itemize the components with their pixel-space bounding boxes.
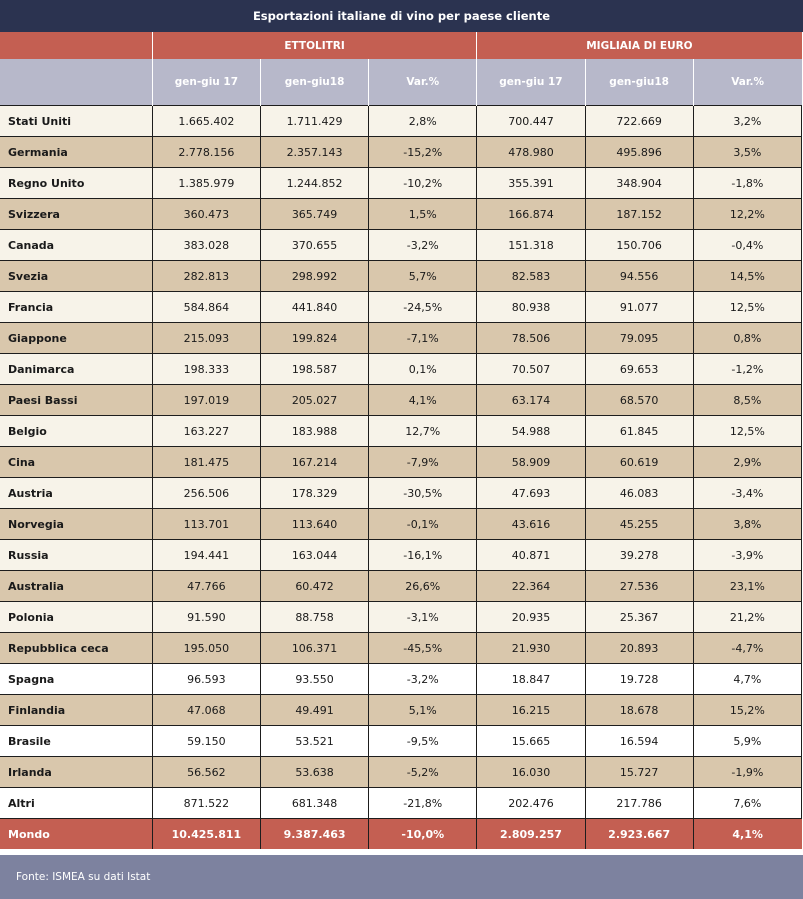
table-row: [0, 478, 802, 509]
value-cell: -1,2%: [693, 354, 801, 385]
value-cell: 20.893: [585, 633, 693, 664]
value-cell: -7,1%: [369, 323, 477, 354]
table-row: [0, 106, 802, 137]
value-cell: -3,9%: [693, 540, 801, 571]
value-cell: -30,5%: [369, 478, 477, 509]
value-cell: 8,5%: [693, 385, 801, 416]
table-row: [0, 137, 802, 168]
value-cell: 70.507: [477, 354, 585, 385]
value-cell: 365.749: [260, 199, 368, 230]
total-cell: 9.387.463: [260, 819, 368, 850]
value-cell: 60.472: [260, 571, 368, 602]
value-cell: 198.333: [152, 354, 260, 385]
table-row: [0, 416, 802, 447]
value-cell: 15,2%: [693, 695, 801, 726]
table-row: [0, 261, 802, 292]
value-cell: -7,9%: [369, 447, 477, 478]
table-row: [0, 509, 802, 540]
country-cell: Francia: [0, 292, 152, 323]
country-cell: Cina: [0, 447, 152, 478]
country-cell: Germania: [0, 137, 152, 168]
country-cell: Danimarca: [0, 354, 152, 385]
column-header: gen-giu 17: [152, 59, 260, 106]
column-header-empty: [0, 59, 152, 106]
value-cell: 181.475: [152, 447, 260, 478]
value-cell: 63.174: [477, 385, 585, 416]
value-cell: 3,5%: [693, 137, 801, 168]
value-cell: 22.364: [477, 571, 585, 602]
value-cell: 150.706: [585, 230, 693, 261]
country-cell: Polonia: [0, 602, 152, 633]
value-cell: -3,2%: [369, 230, 477, 261]
value-cell: 348.904: [585, 168, 693, 199]
value-cell: 46.083: [585, 478, 693, 509]
total-cell: 2.923.667: [585, 819, 693, 850]
value-cell: 166.874: [477, 199, 585, 230]
value-cell: 1,5%: [369, 199, 477, 230]
table-row: [0, 757, 802, 788]
value-cell: 91.077: [585, 292, 693, 323]
country-cell: Svizzera: [0, 199, 152, 230]
value-cell: 106.371: [260, 633, 368, 664]
value-cell: 14,5%: [693, 261, 801, 292]
value-cell: 178.329: [260, 478, 368, 509]
value-cell: 49.491: [260, 695, 368, 726]
value-cell: 3,2%: [693, 106, 801, 137]
value-cell: 194.441: [152, 540, 260, 571]
value-cell: 298.992: [260, 261, 368, 292]
group-header-euro: MIGLIAIA DI EURO: [477, 32, 802, 59]
table-row: [0, 323, 802, 354]
value-cell: -4,7%: [693, 633, 801, 664]
value-cell: 2.778.156: [152, 137, 260, 168]
value-cell: 80.938: [477, 292, 585, 323]
value-cell: 96.593: [152, 664, 260, 695]
value-cell: 167.214: [260, 447, 368, 478]
value-cell: 1.385.979: [152, 168, 260, 199]
value-cell: -3,4%: [693, 478, 801, 509]
table-row: [0, 230, 802, 261]
value-cell: 12,7%: [369, 416, 477, 447]
country-cell: Austria: [0, 478, 152, 509]
value-cell: 5,7%: [369, 261, 477, 292]
value-cell: -1,9%: [693, 757, 801, 788]
value-cell: 82.583: [477, 261, 585, 292]
value-cell: 163.227: [152, 416, 260, 447]
value-cell: 54.988: [477, 416, 585, 447]
value-cell: 370.655: [260, 230, 368, 261]
value-cell: 16.215: [477, 695, 585, 726]
value-cell: 12,5%: [693, 416, 801, 447]
value-cell: -45,5%: [369, 633, 477, 664]
country-cell: Belgio: [0, 416, 152, 447]
value-cell: 43.616: [477, 509, 585, 540]
country-cell: Finlandia: [0, 695, 152, 726]
column-header: gen-giu18: [260, 59, 368, 106]
value-cell: 183.988: [260, 416, 368, 447]
column-header: gen-giu18: [585, 59, 693, 106]
column-header: gen-giu 17: [477, 59, 585, 106]
value-cell: 441.840: [260, 292, 368, 323]
table-title: Esportazioni italiane di vino per paese cliente: [0, 0, 803, 32]
value-cell: 871.522: [152, 788, 260, 819]
value-cell: 21.930: [477, 633, 585, 664]
value-cell: -9,5%: [369, 726, 477, 757]
table-row: [0, 788, 802, 819]
source-note: Fonte: ISMEA su dati Istat: [16, 871, 151, 883]
value-cell: 78.506: [477, 323, 585, 354]
value-cell: 217.786: [585, 788, 693, 819]
value-cell: 5,1%: [369, 695, 477, 726]
value-cell: 700.447: [477, 106, 585, 137]
value-cell: 355.391: [477, 168, 585, 199]
value-cell: 256.506: [152, 478, 260, 509]
value-cell: 20.935: [477, 602, 585, 633]
value-cell: 47.068: [152, 695, 260, 726]
column-header: Var.%: [693, 59, 801, 106]
value-cell: 4,7%: [693, 664, 801, 695]
value-cell: 47.766: [152, 571, 260, 602]
country-cell: Giappone: [0, 323, 152, 354]
value-cell: 53.521: [260, 726, 368, 757]
value-cell: 69.653: [585, 354, 693, 385]
country-cell: Russia: [0, 540, 152, 571]
value-cell: 59.150: [152, 726, 260, 757]
value-cell: 39.278: [585, 540, 693, 571]
country-cell: Regno Unito: [0, 168, 152, 199]
value-cell: 68.570: [585, 385, 693, 416]
value-cell: 584.864: [152, 292, 260, 323]
country-cell: Australia: [0, 571, 152, 602]
total-label: Mondo: [0, 819, 152, 850]
value-cell: 4,1%: [369, 385, 477, 416]
value-cell: 215.093: [152, 323, 260, 354]
country-cell: Altri: [0, 788, 152, 819]
value-cell: -16,1%: [369, 540, 477, 571]
value-cell: 7,6%: [693, 788, 801, 819]
value-cell: 163.044: [260, 540, 368, 571]
value-cell: 56.562: [152, 757, 260, 788]
value-cell: 40.871: [477, 540, 585, 571]
value-cell: 27.536: [585, 571, 693, 602]
total-cell: 10.425.811: [152, 819, 260, 850]
table-row: [0, 633, 802, 664]
value-cell: 16.030: [477, 757, 585, 788]
table-row: [0, 540, 802, 571]
table-row: [0, 664, 802, 695]
value-cell: 495.896: [585, 137, 693, 168]
country-cell: Svezia: [0, 261, 152, 292]
value-cell: -0,4%: [693, 230, 801, 261]
value-cell: 47.693: [477, 478, 585, 509]
value-cell: 0,1%: [369, 354, 477, 385]
value-cell: 16.594: [585, 726, 693, 757]
value-cell: 282.813: [152, 261, 260, 292]
value-cell: -10,2%: [369, 168, 477, 199]
value-cell: -5,2%: [369, 757, 477, 788]
value-cell: 3,8%: [693, 509, 801, 540]
value-cell: 12,5%: [693, 292, 801, 323]
value-cell: 2,8%: [369, 106, 477, 137]
table-row: [0, 385, 802, 416]
value-cell: 60.619: [585, 447, 693, 478]
source-footer: [0, 855, 803, 899]
value-cell: 1.711.429: [260, 106, 368, 137]
column-header: Var.%: [369, 59, 477, 106]
value-cell: -3,1%: [369, 602, 477, 633]
group-header-row: [0, 32, 802, 59]
value-cell: 15.665: [477, 726, 585, 757]
value-cell: -21,8%: [369, 788, 477, 819]
value-cell: 2.357.143: [260, 137, 368, 168]
value-cell: 195.050: [152, 633, 260, 664]
table-row: [0, 602, 802, 633]
export-table: [0, 32, 802, 849]
value-cell: 23,1%: [693, 571, 801, 602]
country-cell: Spagna: [0, 664, 152, 695]
value-cell: 383.028: [152, 230, 260, 261]
value-cell: 45.255: [585, 509, 693, 540]
value-cell: -0,1%: [369, 509, 477, 540]
value-cell: 25.367: [585, 602, 693, 633]
value-cell: 360.473: [152, 199, 260, 230]
value-cell: 197.019: [152, 385, 260, 416]
country-cell: Stati Uniti: [0, 106, 152, 137]
table-row: [0, 695, 802, 726]
value-cell: 58.909: [477, 447, 585, 478]
value-cell: 5,9%: [693, 726, 801, 757]
value-cell: 205.027: [260, 385, 368, 416]
total-cell: 2.809.257: [477, 819, 585, 850]
value-cell: -3,2%: [369, 664, 477, 695]
value-cell: 113.640: [260, 509, 368, 540]
value-cell: 94.556: [585, 261, 693, 292]
value-cell: 15.727: [585, 757, 693, 788]
table-row: [0, 168, 802, 199]
value-cell: 18.678: [585, 695, 693, 726]
table-row: [0, 726, 802, 757]
column-header-row: [0, 59, 802, 106]
value-cell: 88.758: [260, 602, 368, 633]
value-cell: 93.550: [260, 664, 368, 695]
value-cell: -24,5%: [369, 292, 477, 323]
value-cell: 53.638: [260, 757, 368, 788]
value-cell: 202.476: [477, 788, 585, 819]
value-cell: 61.845: [585, 416, 693, 447]
value-cell: 199.824: [260, 323, 368, 354]
table-body: [0, 106, 802, 819]
value-cell: 681.348: [260, 788, 368, 819]
value-cell: 1.244.852: [260, 168, 368, 199]
total-row: [0, 819, 802, 850]
value-cell: 19.728: [585, 664, 693, 695]
value-cell: 478.980: [477, 137, 585, 168]
value-cell: 12,2%: [693, 199, 801, 230]
value-cell: 113.701: [152, 509, 260, 540]
value-cell: -15,2%: [369, 137, 477, 168]
country-cell: Irlanda: [0, 757, 152, 788]
value-cell: 2,9%: [693, 447, 801, 478]
value-cell: 722.669: [585, 106, 693, 137]
group-header-ettolitri: ETTOLITRI: [152, 32, 477, 59]
country-cell: Norvegia: [0, 509, 152, 540]
country-cell: Canada: [0, 230, 152, 261]
total-cell: -10,0%: [369, 819, 477, 850]
table-row: [0, 292, 802, 323]
value-cell: 79.095: [585, 323, 693, 354]
value-cell: 198.587: [260, 354, 368, 385]
table-row: [0, 354, 802, 385]
table-row: [0, 199, 802, 230]
table-row: [0, 447, 802, 478]
value-cell: 21,2%: [693, 602, 801, 633]
value-cell: 18.847: [477, 664, 585, 695]
value-cell: 151.318: [477, 230, 585, 261]
value-cell: -1,8%: [693, 168, 801, 199]
country-cell: Paesi Bassi: [0, 385, 152, 416]
total-cell: 4,1%: [693, 819, 801, 850]
country-cell: Brasile: [0, 726, 152, 757]
value-cell: 1.665.402: [152, 106, 260, 137]
value-cell: 187.152: [585, 199, 693, 230]
table-row: [0, 571, 802, 602]
value-cell: 26,6%: [369, 571, 477, 602]
value-cell: 91.590: [152, 602, 260, 633]
group-header-empty: [0, 32, 152, 59]
value-cell: 0,8%: [693, 323, 801, 354]
country-cell: Repubblica ceca: [0, 633, 152, 664]
